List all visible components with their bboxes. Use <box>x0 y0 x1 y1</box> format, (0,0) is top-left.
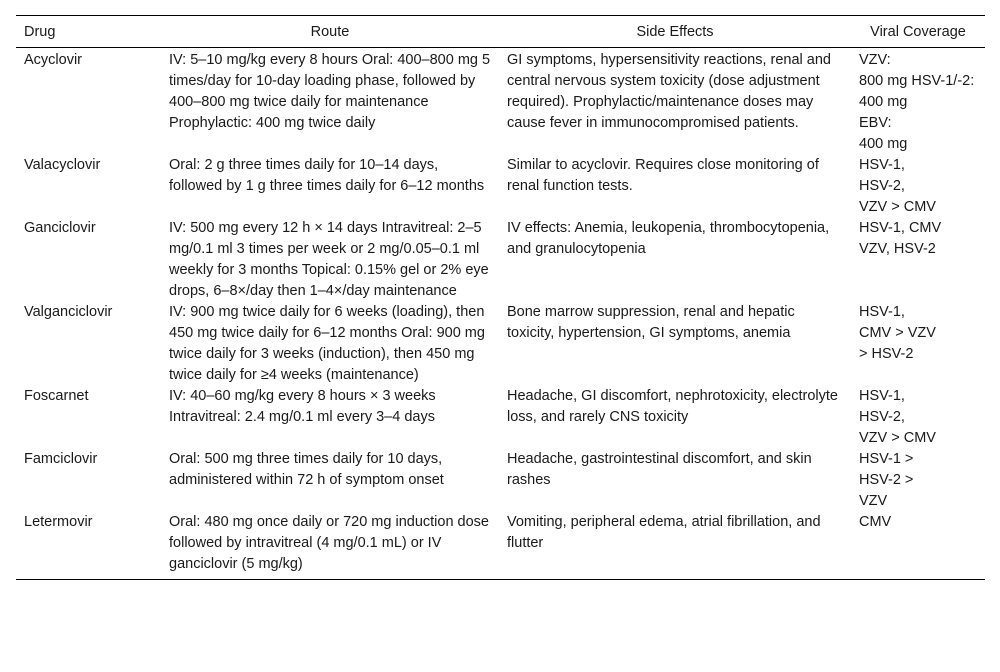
side-effects-cell: Similar to acyclovir. Requires close monitoring of renal function tests. <box>507 157 819 194</box>
table-row <box>16 386 985 449</box>
coverage-cell <box>851 218 985 302</box>
coverage-line: VZV > CMV <box>859 199 936 215</box>
coverage-line: HSV-2, <box>859 409 905 425</box>
coverage-line: 400 mg <box>859 136 908 152</box>
route-cell: IV: 40–60 mg/kg every 8 hours × 3 weeks Intravitreal: 2.4 mg/0.1 ml every 3–4 days <box>169 388 436 425</box>
drug-name: Acyclovir <box>24 52 83 68</box>
table-row <box>16 48 985 156</box>
coverage-line: VZV <box>859 493 888 509</box>
coverage-line: CMV > VZV <box>859 325 936 341</box>
drug-name: Famciclovir <box>24 451 98 467</box>
antiviral-table-container <box>16 15 985 580</box>
coverage-line: HSV-1, <box>859 388 905 404</box>
route-cell: Oral: 2 g three times daily for 10–14 days, followed by 1 g three times daily for 6–12 months <box>169 157 485 194</box>
coverage-line: VZV, HSV-2 <box>859 241 936 257</box>
coverage-cell <box>851 449 985 512</box>
coverage-line: HSV-1 > <box>859 451 914 467</box>
coverage-line: > HSV-2 <box>859 346 914 362</box>
coverage-line: HSV-1, <box>859 304 905 320</box>
coverage-line: HSV-1, <box>859 157 905 173</box>
side-effects-cell: Vomiting, peripheral edema, atrial fibrillation, and flutter <box>507 514 821 551</box>
table-header-row <box>16 16 985 48</box>
coverage-cell <box>851 302 985 386</box>
side-effects-cell: Headache, GI discomfort, nephrotoxicity, electrolyte loss, and rarely CNS toxicity <box>507 388 838 425</box>
coverage-line: EBV: <box>859 115 892 131</box>
side-effects-cell: Headache, gastrointestinal discomfort, and skin rashes <box>507 451 812 488</box>
antiviral-drug-table <box>16 15 985 580</box>
coverage-line: VZV: <box>859 52 891 68</box>
coverage-cell <box>851 155 985 218</box>
table-row <box>16 512 985 580</box>
header-route: Route <box>310 23 350 40</box>
side-effects-cell: GI symptoms, hypersensitivity reactions, renal and central nervous system toxicity (dose adjustment required). Prophylactic/maintenance doses may cause fever in immunocompromised patients. <box>507 52 831 131</box>
header-drug: Drug <box>24 23 56 40</box>
coverage-cell <box>851 512 985 580</box>
coverage-line: VZV > CMV <box>859 430 936 446</box>
drug-name: Ganciclovir <box>24 220 96 236</box>
route-cell: Oral: 480 mg once daily or 720 mg induction dose followed by intravitreal (4 mg/0.1 mL) or IV ganciclovir (5 mg/kg) <box>169 514 489 572</box>
table-row <box>16 218 985 302</box>
coverage-cell <box>851 48 985 156</box>
route-cell: Oral: 500 mg three times daily for 10 days, administered within 72 h of symptom onset <box>169 451 444 488</box>
header-side-effects: Side Effects <box>636 23 714 40</box>
side-effects-cell: Bone marrow suppression, renal and hepatic toxicity, hypertension, GI symptoms, anemia <box>507 304 795 341</box>
table-row <box>16 155 985 218</box>
coverage-line: CMV <box>859 514 892 530</box>
coverage-line: HSV-2 > <box>859 472 914 488</box>
drug-name: Letermovir <box>24 514 93 530</box>
drug-name: Foscarnet <box>24 388 89 404</box>
coverage-line: HSV-1, CMV <box>859 220 942 236</box>
route-cell: IV: 900 mg twice daily for 6 weeks (loading), then 450 mg twice daily for 6–12 months Oral: 900 mg twice daily for 3 weeks (induction), then 450 mg twice daily for ≥4 weeks (maintenance) <box>169 304 485 383</box>
coverage-line: 800 mg HSV-1/-2: 400 mg <box>859 73 975 110</box>
side-effects-cell: IV effects: Anemia, leukopenia, thrombocytopenia, and granulocytopenia <box>507 220 830 257</box>
drug-name: Valganciclovir <box>24 304 113 320</box>
drug-name: Valacyclovir <box>24 157 101 173</box>
coverage-cell <box>851 386 985 449</box>
route-cell: IV: 500 mg every 12 h × 14 days Intravitreal: 2–5 mg/0.1 ml 3 times per week or 2 mg/0.05–0.1 ml weekly for 3 months Topical: 0.15% gel or 2% eye drops, 6–8×/day then 1–4×/day maintenance <box>169 220 489 299</box>
table-row <box>16 302 985 386</box>
header-viral-coverage: Viral Coverage <box>870 23 966 40</box>
coverage-line: HSV-2, <box>859 178 905 194</box>
route-cell: IV: 5–10 mg/kg every 8 hours Oral: 400–800 mg 5 times/day for 10-day loading phase, followed by 400–800 mg twice daily for maintenance Prophylactic: 400 mg twice daily <box>169 52 491 131</box>
table-row <box>16 449 985 512</box>
